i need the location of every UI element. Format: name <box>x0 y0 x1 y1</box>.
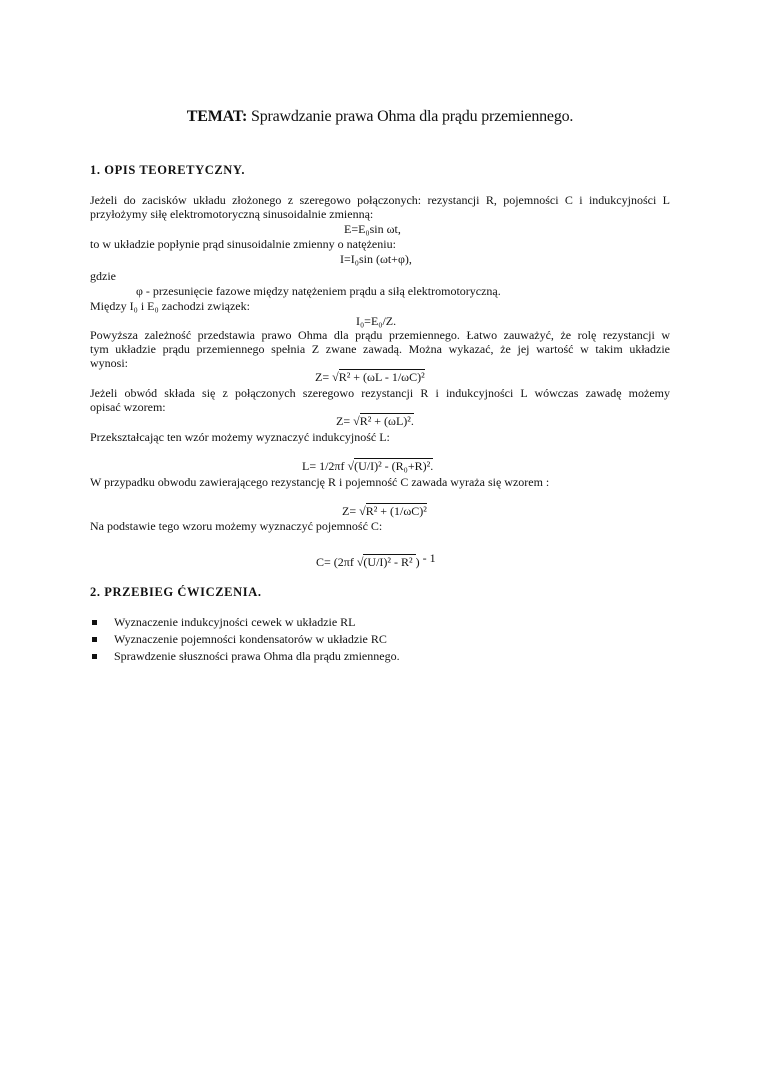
bullet-icon <box>92 654 97 659</box>
paragraph-line: Jeżeli obwód składa się z połączonych szeregowo rezystancji R i indukcyjności L wówczas zawadę możemy <box>90 386 670 400</box>
formula-impedance-rl <box>336 414 414 428</box>
paragraph-line: Na podstawie tego wzoru możemy wyznaczyć pojemność C: <box>90 519 383 533</box>
formula-exponent: - 1 <box>422 551 436 565</box>
list-item <box>90 614 400 631</box>
formula-left: Z= √ <box>315 370 339 384</box>
paragraph-line: W przypadku obwodu zawierającego rezystancję R i pojemność C zawada wyraża się wzorem : <box>90 475 550 489</box>
formula-ohm: I₀=E₀/Z. <box>356 314 397 328</box>
list-item <box>90 631 400 648</box>
formula-left: L= 1/2πf √ <box>302 459 355 473</box>
bullet-icon <box>92 620 97 625</box>
list-item-text: Sprawdzenie słuszności prawa Ohma dla prądu zmiennego. <box>114 649 400 663</box>
formula-radicand: (U/I)² - (R₀+R)². <box>354 459 434 473</box>
paragraph-line: Między I₀ i E₀ zachodzi związek: <box>90 299 250 313</box>
paragraph-line: wynosi: <box>90 356 129 370</box>
phase-shift-description: φ - przesunięcie fazowe między natężeniem prądu a siłą elektromotoryczną. <box>136 284 501 298</box>
title-text: Sprawdzanie prawa Ohma dla prądu przemiennego. <box>251 108 574 125</box>
paragraph-line: Powyższa zależność przedstawia prawo Ohma dla prądu przemiennego. Łatwo zauważyć, że rolę rezystancji w <box>90 328 670 342</box>
paragraph-line: opisać wzorem: <box>90 400 166 414</box>
formula-left: Z= √ <box>342 504 366 518</box>
page-title <box>0 108 760 126</box>
list-item-text: Wyznaczenie indukcyjności cewek w układzie RL <box>114 615 356 629</box>
paragraph-line: Jeżeli do zacisków układu złożonego z szeregowo połączonych: rezystancji R, pojemności C i indukcyjności L <box>90 193 670 207</box>
formula-inductance <box>302 459 433 473</box>
paragraph-line: gdzie <box>90 269 116 283</box>
formula-left: C= (2πf √ <box>316 555 364 569</box>
paragraph-line: przyłożymy siłę elektromotoryczną sinusoidalnie zmienną: <box>90 207 374 221</box>
formula-right: ) <box>415 555 420 569</box>
formula-capacitance <box>316 551 436 569</box>
paragraph-line: to w układzie popłynie prąd sinusoidalnie zmienny o natężeniu: <box>90 237 396 251</box>
formula-radicand: (U/I)² - R² <box>363 555 416 569</box>
section-heading-theory: 1. OPIS TEORETYCZNY. <box>90 163 246 177</box>
procedure-list <box>90 614 400 665</box>
formula-emf: E=E₀sin ωt, <box>344 222 401 236</box>
list-item <box>90 648 400 665</box>
list-item-text: Wyznaczenie pojemności kondensatorów w układzie RC <box>114 632 387 646</box>
bullet-icon <box>92 637 97 642</box>
paragraph-line: Przekształcając ten wzór możemy wyznaczyć indukcyjność L: <box>90 430 390 444</box>
formula-radicand: R² + (1/ωC)² <box>365 504 427 518</box>
formula-current: I=I₀sin (ωt+φ), <box>340 252 412 266</box>
formula-impedance-rlc <box>315 370 425 384</box>
formula-radicand: R² + (ωL)². <box>359 414 414 428</box>
formula-impedance-rc <box>342 504 427 518</box>
formula-radicand: R² + (ωL - 1/ωC)² <box>338 370 425 384</box>
title-label: TEMAT: <box>186 108 248 125</box>
paragraph-line: tym układzie prądu przemiennego spełnia Z zwane zawadą. Można wykazać, że jej wartość w takim układzie <box>90 342 670 356</box>
formula-left: Z= √ <box>336 414 360 428</box>
section-heading-procedure: 2. PRZEBIEG ĆWICZENIA. <box>90 585 262 599</box>
